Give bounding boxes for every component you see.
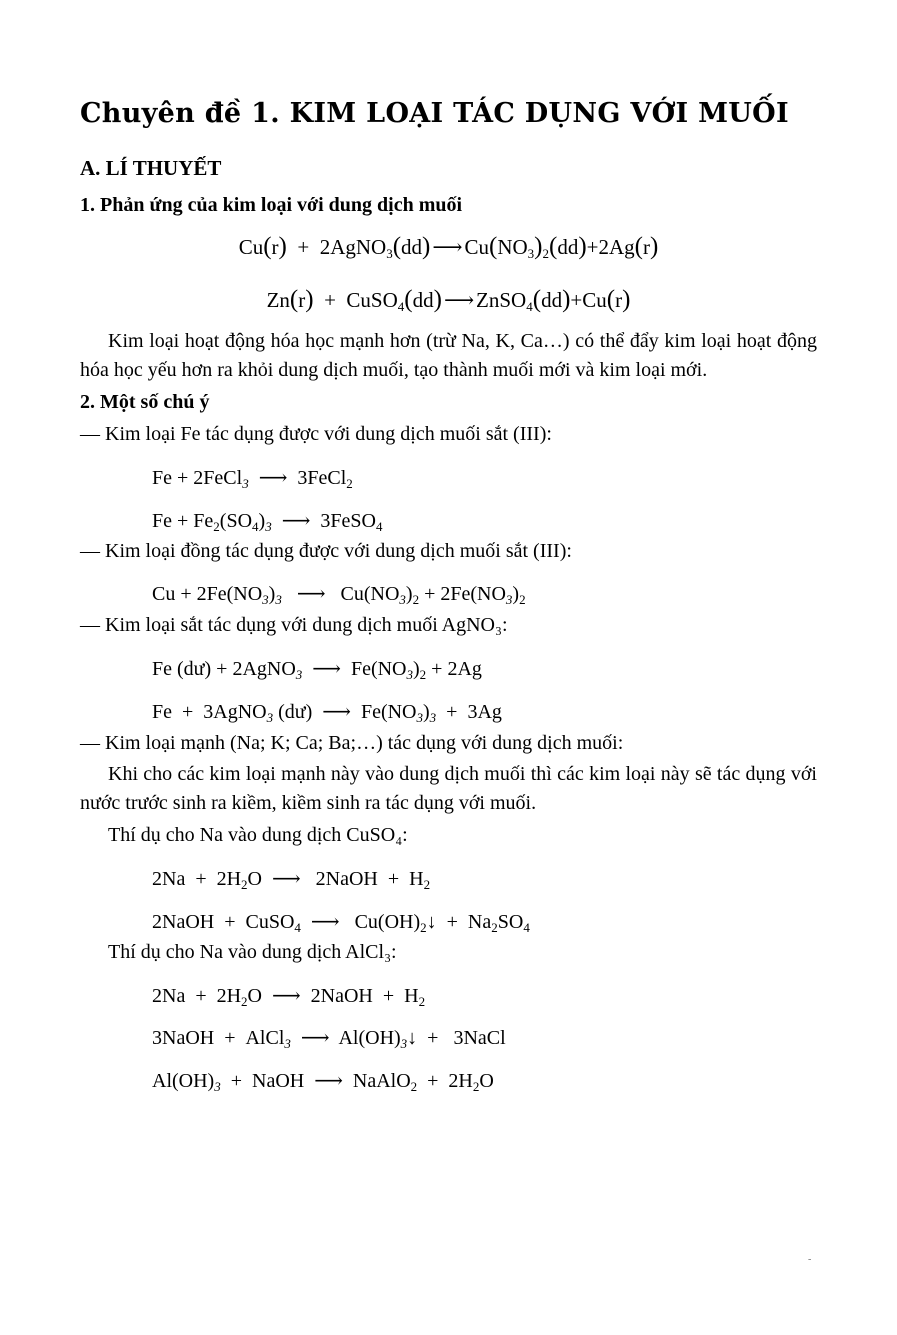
note-fe-agno3: — Kim loại sắt tác dụng với dung dịch muối AgNO₃: [80, 614, 508, 636]
equation-fe-du-agno3: Fe (dư) + 2AgNO$_3$ ⟶ $Fe(NO_3)_2 + 2Ag$ [152, 658, 482, 682]
paragraph-strong-metals: Khi cho các kim loại mạnh này vào dung dịch muối thì các kim loại này sẽ tác dụng với nước trước sinh ra kiềm, kiềm sinh ra tác dụng với muối. [80, 763, 817, 814]
equation-cu-agno3: $Cu(r) + 2AgNO_3(dd)⟶Cu(NO_3)_2(dd)+2Ag(r)$ [238, 233, 659, 261]
equation-naoh-alcl3: 3NaOH + AlCl$_3$ ⟶ $Al(OH)_3↓$ + 3NaCl [152, 1027, 506, 1051]
equation-fe-agno3-du: Fe + 3AgNO$_3$ (dư) ⟶ $Fe(NO_3)_3 + 3Ag$ [152, 701, 502, 725]
equation-na-h2o-2: $2Na + 2H_2O$ ⟶ 2NaOH + $H_2$ [152, 985, 426, 1009]
equation-fe-fe2so43: $Fe + Fe_2(SO_4)_3$ ⟶ 3FeSO$_4$ [152, 510, 383, 534]
note-cu-fe3: — Kim loại đồng tác dụng được với dung dịch muối sắt (III): [80, 540, 572, 562]
example-na-cuso4: Thí dụ cho Na vào dung dịch CuSO₄: [108, 824, 408, 846]
equation-zn-cuso4: Zn(r) + CuSO$_4$(dd)⟶ZnSO$_4$(dd)+Cu(r) [266, 286, 631, 314]
equation-naoh-cuso4: 2NaOH + CuSO$_4$ ⟶ $Cu(OH)_2↓ + Na_2SO_4$ [152, 911, 530, 935]
page-title: Chuyên đề 1. KIM LOẠI TÁC DỤNG VỚI MUỐI [80, 98, 789, 129]
equation-na-h2o-1: $2Na + 2H_2O$ ⟶ 2NaOH + $H_2$ [152, 868, 431, 892]
paragraph-activity: Kim loại hoạt động hóa học mạnh hơn (trừ Na, K, Ca…) có thể đẩy kim loại hoạt động hóa học yếu hơn ra khỏi dung dịch muối, tạo thành muối mới và kim loại mới. [80, 330, 817, 381]
note-fe-fe3: — Kim loại Fe tác dụng được với dung dịch muối sắt (III): [80, 423, 552, 445]
section-heading-theory: A. LÍ THUYẾT [80, 156, 222, 180]
subheading-notes: 2. Một số chú ý [80, 391, 210, 413]
equation-fe-fecl3: Fe + 2FeCl$_3$ ⟶ 3FeCl$_2$ [152, 467, 353, 491]
example-na-alcl3: Thí dụ cho Na vào dung dịch AlCl₃: [108, 941, 397, 963]
note-strong-metals: — Kim loại mạnh (Na; K; Ca; Ba;…) tác dụng với dung dịch muối: [80, 732, 624, 754]
page-mark: - [808, 1254, 812, 1265]
subheading-reaction: 1. Phản ứng của kim loại với dung dịch muối [80, 194, 463, 216]
equation-cu-feno33: $Cu + 2Fe(NO_3)_3$ ⟶ $Cu(NO_3)_2 + 2Fe(NO_3)_2$ [152, 583, 526, 607]
equation-aloh3-naoh: $Al(OH)_3$ + NaOH ⟶ NaAlO$_2$ + $2H_2O$ [152, 1070, 494, 1094]
